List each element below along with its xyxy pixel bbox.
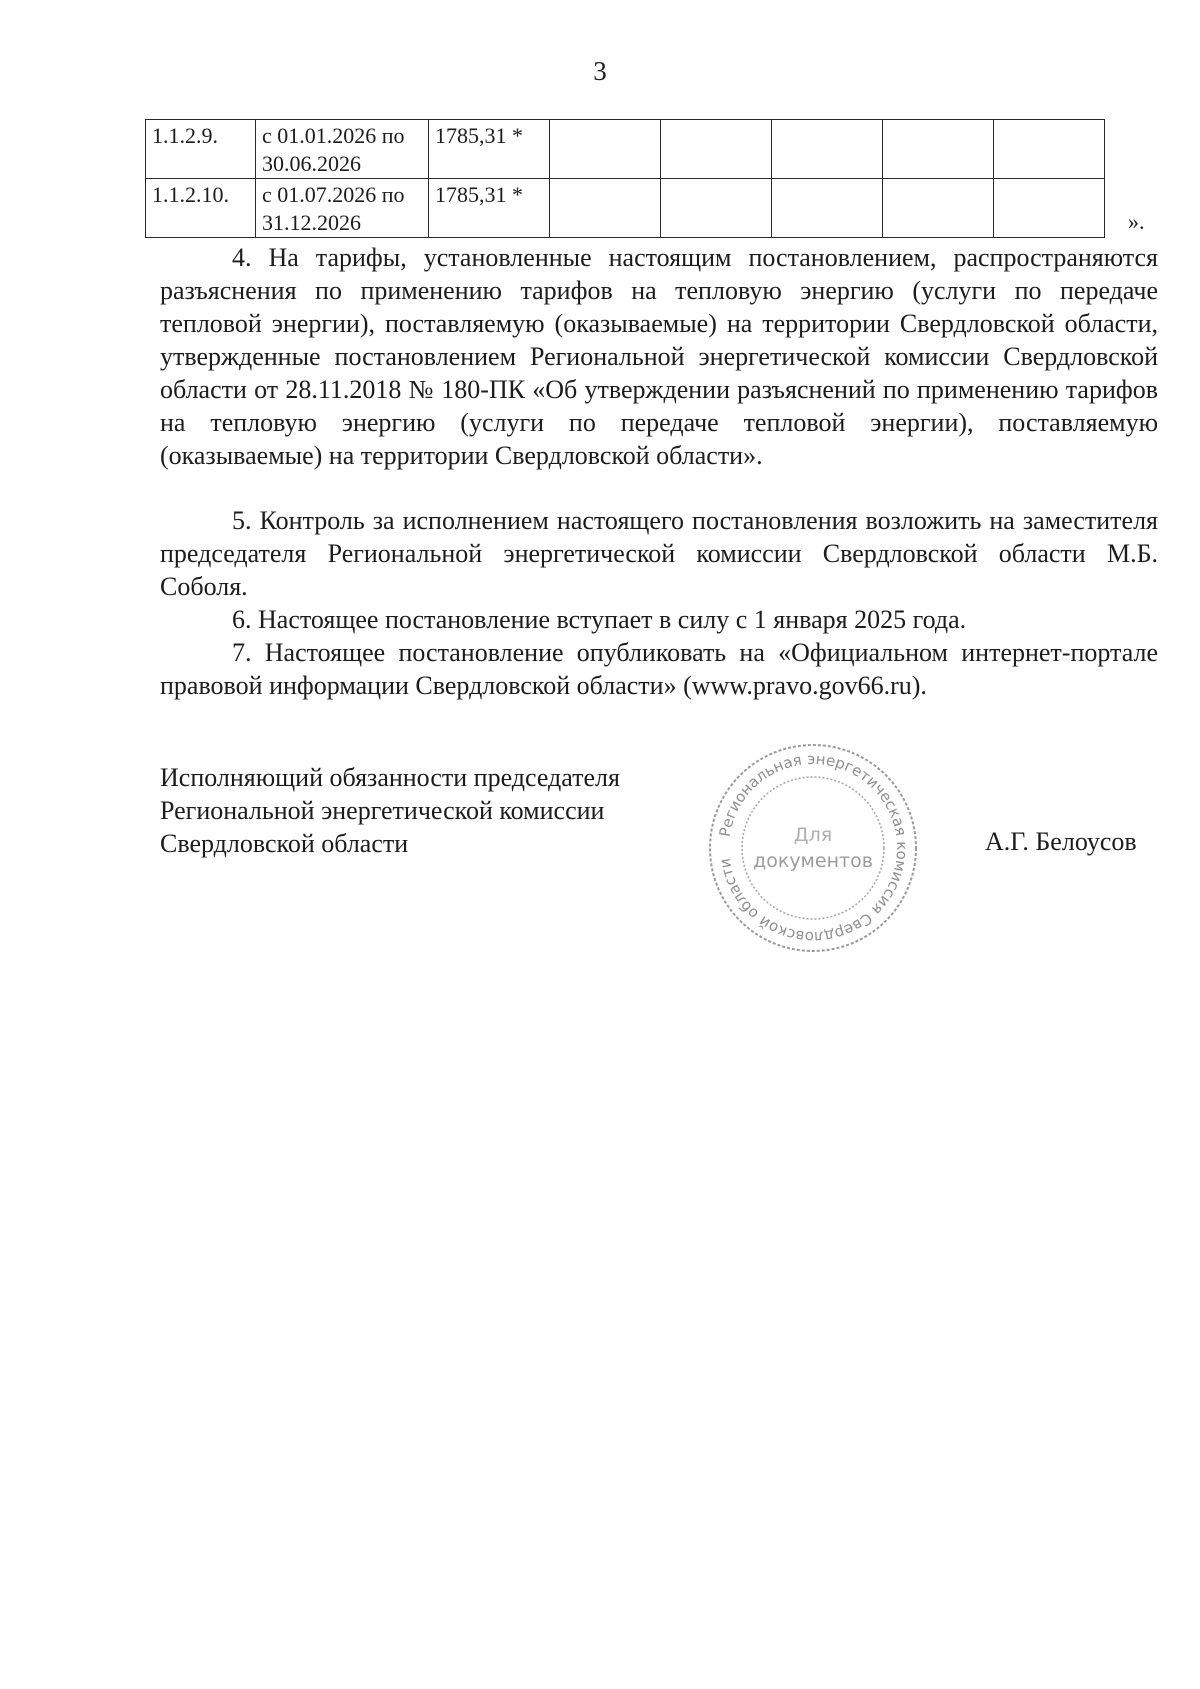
row-period bbox=[256, 179, 429, 238]
paragraph-text: 5. Контроль за исполнением настоящего постановления возложить на заместителя председателя Региональной энергетической комиссии Свердловской области М.Б. Соболя. bbox=[160, 506, 1158, 601]
period-end: 30.06.2026 bbox=[262, 151, 361, 176]
row-number: 1.1.2.9. bbox=[146, 120, 256, 179]
tariff-table bbox=[145, 119, 1105, 238]
empty-cell bbox=[550, 179, 661, 238]
stamp-center-line: документов bbox=[753, 850, 873, 872]
paragraph-text: 6. Настоящее постановление вступает в силу с 1 января 2025 года. bbox=[232, 605, 967, 634]
signer-position bbox=[160, 761, 700, 860]
paragraph-text: 7. Настоящее постановление опубликовать на «Официальном интернет-портале правовой информации Свердловской области» (www.pravo.gov66.ru). bbox=[160, 638, 1158, 700]
empty-cell bbox=[883, 120, 994, 179]
empty-cell bbox=[661, 179, 772, 238]
stamp-outer-ring bbox=[710, 745, 916, 951]
table-row bbox=[146, 179, 1105, 238]
row-period bbox=[256, 120, 429, 179]
stamp-ring-text: Региональная энергетическая комиссия Свердловской области bbox=[715, 749, 912, 947]
empty-cell bbox=[994, 120, 1105, 179]
paragraph-6 bbox=[160, 603, 1158, 636]
empty-cell bbox=[883, 179, 994, 238]
empty-cell bbox=[772, 179, 883, 238]
empty-cell bbox=[994, 179, 1105, 238]
signer-position-line: Региональной энергетической комиссии bbox=[160, 796, 605, 825]
empty-cell bbox=[550, 120, 661, 179]
stamp-center-line: Для bbox=[793, 824, 833, 846]
paragraph-7 bbox=[160, 636, 1158, 702]
official-stamp bbox=[703, 738, 923, 958]
period-start: с 01.07.2026 по bbox=[262, 182, 405, 207]
signer-position-line: Свердловской области bbox=[160, 829, 409, 858]
period-start: с 01.01.2026 по bbox=[262, 123, 405, 148]
paragraph-text: 4. На тарифы, установленные настоящим постановлением, распространяются разъяснения по применению тарифов на тепловую энергию (услуги по передаче тепловой энергии), поставляемую (оказываемые) на территории Свердловской области, утвержденные постановлением Региональной энергетической комиссии Свердловской области от 28.11.2018 № 180-ПК «Об утверждении разъяснений по применению тарифов на тепловую энергию (услуги по передаче тепловой энергии), поставляемую (оказываемые) на территории Свердловской области». bbox=[160, 243, 1158, 470]
stamp-inner-ring bbox=[742, 777, 884, 919]
row-value: 1785,31 * bbox=[429, 179, 550, 238]
paragraph-5 bbox=[160, 504, 1158, 603]
signatory-name: А.Г. Белоусов bbox=[985, 827, 1137, 856]
paragraph-4 bbox=[160, 241, 1158, 472]
empty-cell bbox=[661, 120, 772, 179]
signer-position-line: Исполняющий обязанности председателя bbox=[160, 763, 620, 792]
page-number: 3 bbox=[593, 56, 607, 86]
period-end: 31.12.2026 bbox=[262, 210, 361, 235]
closing-quote: ». bbox=[1128, 209, 1145, 234]
empty-cell bbox=[772, 120, 883, 179]
row-value: 1785,31 * bbox=[429, 120, 550, 179]
row-number: 1.1.2.10. bbox=[146, 179, 256, 238]
table-row bbox=[146, 120, 1105, 179]
